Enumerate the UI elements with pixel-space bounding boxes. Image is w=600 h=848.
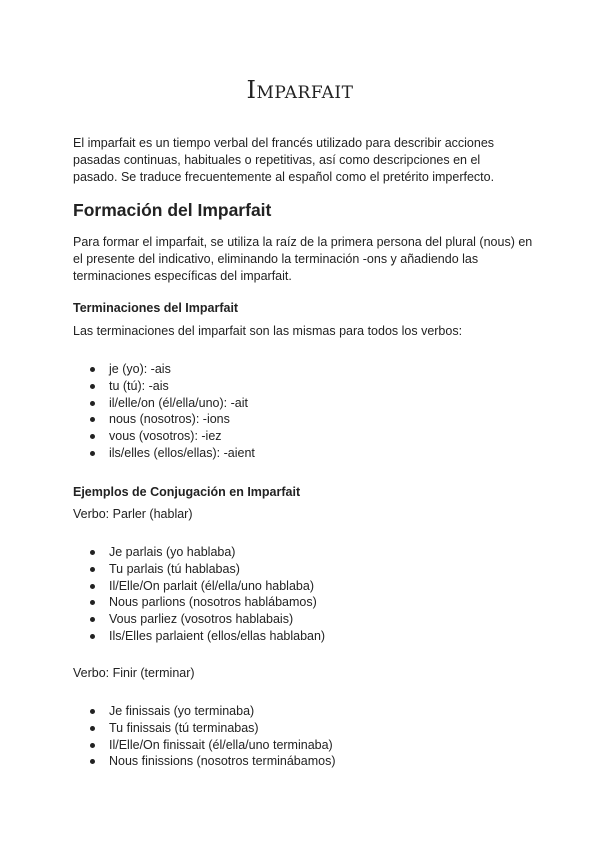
list-item: Nous finissions (nosotros terminábamos) bbox=[90, 753, 335, 770]
bullet-icon bbox=[90, 759, 95, 764]
bullet-icon bbox=[90, 709, 95, 714]
list-item: tu (tú): -ais bbox=[90, 378, 255, 395]
list-item: Vous parliez (vosotros hablabais) bbox=[90, 611, 325, 628]
verb-parler-label: Verbo: Parler (hablar) bbox=[73, 507, 193, 521]
verb-finir-label: Verbo: Finir (terminar) bbox=[73, 666, 195, 680]
list-item: il/elle/on (él/ella/uno): -ait bbox=[90, 395, 255, 412]
bullet-icon bbox=[90, 451, 95, 456]
finir-conjugation-list bbox=[90, 703, 335, 770]
list-item: nous (nosotros): -ions bbox=[90, 411, 255, 428]
list-item: vous (vosotros): -iez bbox=[90, 428, 255, 445]
bullet-icon bbox=[90, 417, 95, 422]
list-item: Je finissais (yo terminaba) bbox=[90, 703, 335, 720]
bullet-icon bbox=[90, 743, 95, 748]
list-item: Tu parlais (tú hablabas) bbox=[90, 561, 325, 578]
bullet-icon bbox=[90, 567, 95, 572]
list-item: je (yo): -ais bbox=[90, 361, 255, 378]
bullet-icon bbox=[90, 434, 95, 439]
page-title: Imparfait bbox=[246, 76, 354, 104]
bullet-icon bbox=[90, 401, 95, 406]
bullet-icon bbox=[90, 600, 95, 605]
bullet-icon bbox=[90, 584, 95, 589]
endings-list bbox=[90, 361, 255, 462]
bullet-icon bbox=[90, 726, 95, 731]
bullet-icon bbox=[90, 634, 95, 639]
list-item: Tu finissais (tú terminabas) bbox=[90, 720, 335, 737]
list-item: Il/Elle/On finissait (él/ella/uno terminaba) bbox=[90, 737, 335, 754]
list-item: Je parlais (yo hablaba) bbox=[90, 544, 325, 561]
list-item: Ils/Elles parlaient (ellos/ellas hablaban) bbox=[90, 628, 325, 645]
formation-paragraph: Para formar el imparfait, se utiliza la raíz de la primera persona del plural (nous) en el presente del indicativo, eliminando la terminación -ons y añadiendo las terminaciones específicas del imparfait. bbox=[73, 235, 533, 283]
bullet-icon bbox=[90, 617, 95, 622]
parler-conjugation-list bbox=[90, 544, 325, 645]
intro-paragraph: El imparfait es un tiempo verbal del francés utilizado para describir acciones pasadas continuas, habituales o repetitivas, así como descripciones en el pasado. Se traduce frecuentemente al español como el pretérito imperfecto. bbox=[73, 136, 495, 184]
bullet-icon bbox=[90, 550, 95, 555]
endings-intro: Las terminaciones del imparfait son las mismas para todos los verbos: bbox=[73, 324, 463, 338]
bullet-icon bbox=[90, 367, 95, 372]
bullet-icon bbox=[90, 384, 95, 389]
list-item: Nous parlions (nosotros hablábamos) bbox=[90, 594, 325, 611]
list-item: Il/Elle/On parlait (él/ella/uno hablaba) bbox=[90, 578, 325, 595]
endings-heading: Terminaciones del Imparfait bbox=[73, 301, 239, 315]
formation-heading: Formación del Imparfait bbox=[73, 200, 272, 220]
examples-heading: Ejemplos de Conjugación en Imparfait bbox=[73, 485, 301, 499]
list-item: ils/elles (ellos/ellas): -aient bbox=[90, 445, 255, 462]
